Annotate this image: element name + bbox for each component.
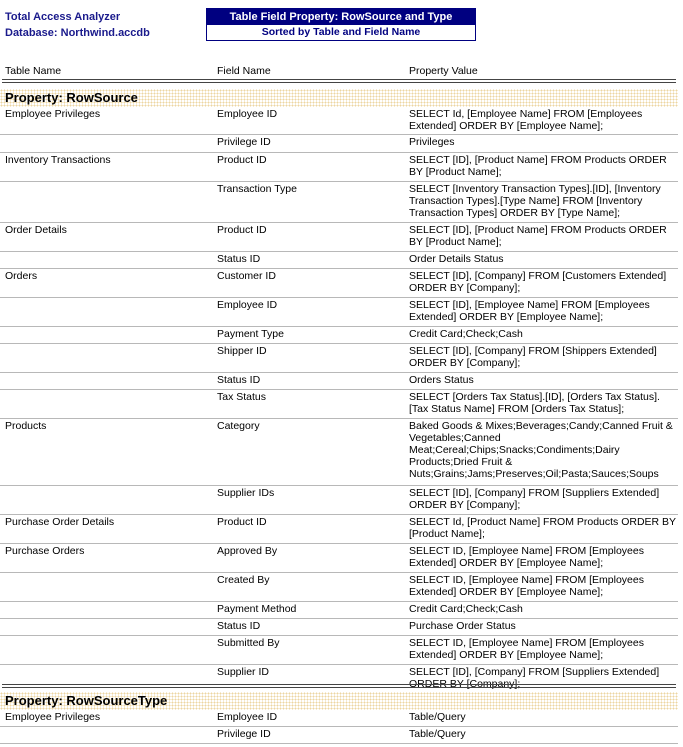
field-name: Status ID xyxy=(217,253,261,265)
table-row xyxy=(0,269,678,298)
table-name: Products xyxy=(5,420,47,432)
column-header-field: Field Name xyxy=(217,65,271,77)
property-value: SELECT [Orders Tax Status].[ID], [Orders Tax Status].[Tax Status Name] FROM [Orders Tax Status]; xyxy=(409,391,660,415)
app-name: Total Access Analyzer xyxy=(5,11,121,23)
field-name: Submitted By xyxy=(217,637,280,649)
table-row xyxy=(0,298,678,327)
field-name: Status ID xyxy=(217,620,261,632)
property-value: SELECT [ID], [Employee Name] FROM [Employees Extended] ORDER BY [Employee Name]; xyxy=(409,299,650,323)
table-row xyxy=(0,135,678,153)
table-row xyxy=(0,544,678,573)
table-row xyxy=(0,619,678,636)
property-value: Orders Status xyxy=(409,374,474,386)
property-value: SELECT [ID], [Company] FROM [Suppliers Extended] ORDER BY [Company]; xyxy=(409,666,660,690)
field-name: Supplier ID xyxy=(217,666,269,678)
section-rowsourcetype xyxy=(0,692,678,744)
table-row xyxy=(0,573,678,602)
table-row xyxy=(0,344,678,373)
section-title: Property: RowSource xyxy=(0,89,678,107)
field-name: Employee ID xyxy=(217,711,278,723)
property-value: Baked Goods & Mixes;Beverages;Candy;Canned Fruit & Vegetables;Canned Meat;Cereal;Chips;Snacks;Condiments;Dairy Products;Dried Fruit & Nuts;Grains;Jams;Preserves;Oil;Pasta;Sauces;Soups xyxy=(409,420,673,480)
property-value: SELECT [ID], [Company] FROM [Customers Extended] ORDER BY [Company]; xyxy=(409,270,667,294)
property-value: Credit Card;Check;Cash xyxy=(409,328,523,340)
table-row xyxy=(0,710,678,727)
table-name: Order Details xyxy=(5,224,67,236)
table-row xyxy=(0,107,678,135)
field-name: Payment Method xyxy=(217,603,297,615)
table-name: Purchase Order Details xyxy=(5,516,115,528)
field-name: Employee ID xyxy=(217,108,278,120)
field-name: Transaction Type xyxy=(217,183,297,195)
property-value: Credit Card;Check;Cash xyxy=(409,603,523,615)
field-name: Customer ID xyxy=(217,270,276,282)
field-name: Shipper ID xyxy=(217,345,267,357)
database-name: Database: Northwind.accdb xyxy=(5,27,150,39)
field-name: Approved By xyxy=(217,545,278,557)
table-row xyxy=(0,327,678,344)
column-headers xyxy=(0,65,678,78)
field-name: Supplier IDs xyxy=(217,487,275,499)
property-value: SELECT Id, [Product Name] FROM Products ORDER BY [Product Name]; xyxy=(409,516,676,540)
section-title: Property: RowSourceType xyxy=(0,692,678,710)
table-row xyxy=(0,486,678,515)
table-row xyxy=(0,390,678,419)
table-row xyxy=(0,727,678,744)
table-row xyxy=(0,636,678,665)
field-name: Privilege ID xyxy=(217,136,271,148)
property-value: SELECT ID, [Employee Name] FROM [Employees Extended] ORDER BY [Employee Name]; xyxy=(409,574,644,598)
property-value: SELECT [ID], [Product Name] FROM Products ORDER BY [Product Name]; xyxy=(409,154,667,178)
field-name: Payment Type xyxy=(217,328,284,340)
field-name: Privilege ID xyxy=(217,728,271,740)
report-title-box xyxy=(206,8,476,41)
property-value: Purchase Order Status xyxy=(409,620,516,632)
property-value: SELECT [ID], [Product Name] FROM Products ORDER BY [Product Name]; xyxy=(409,224,667,248)
report-header-left xyxy=(5,9,150,41)
property-value: Privileges xyxy=(409,136,455,148)
property-value: SELECT [Inventory Transaction Types].[ID], [Inventory Transaction Types].[Type Name] FROM [Inventory Transaction Types] ORDER BY [Type Name]; xyxy=(409,183,661,219)
field-name: Status ID xyxy=(217,374,261,386)
report-title: Table Field Property: RowSource and Type xyxy=(207,9,475,25)
property-value: SELECT Id, [Employee Name] FROM [Employees Extended] ORDER BY [Employee Name]; xyxy=(409,108,643,132)
table-row xyxy=(0,373,678,390)
field-name: Product ID xyxy=(217,154,267,166)
table-row xyxy=(0,419,678,486)
column-header-table: Table Name xyxy=(5,65,62,77)
table-row xyxy=(0,602,678,619)
property-value: SELECT ID, [Employee Name] FROM [Employees Extended] ORDER BY [Employee Name]; xyxy=(409,545,644,569)
property-value: SELECT ID, [Employee Name] FROM [Employees Extended] ORDER BY [Employee Name]; xyxy=(409,637,644,661)
table-name: Inventory Transactions xyxy=(5,154,111,166)
table-name: Orders xyxy=(5,270,38,282)
section-rowsource xyxy=(0,89,678,692)
table-row xyxy=(0,515,678,544)
table-row xyxy=(0,223,678,252)
table-row xyxy=(0,153,678,182)
property-value: SELECT [ID], [Company] FROM [Suppliers Extended] ORDER BY [Company]; xyxy=(409,487,660,511)
property-value: SELECT [ID], [Company] FROM [Shippers Extended] ORDER BY [Company]; xyxy=(409,345,657,369)
table-name: Employee Privileges xyxy=(5,108,101,120)
property-value: Table/Query xyxy=(409,728,466,740)
field-name: Product ID xyxy=(217,224,267,236)
property-value: Table/Query xyxy=(409,711,466,723)
column-header-value: Property Value xyxy=(409,65,478,77)
table-name: Purchase Orders xyxy=(5,545,85,557)
field-name: Product ID xyxy=(217,516,267,528)
report-subtitle: Sorted by Table and Field Name xyxy=(207,25,475,40)
field-name: Tax Status xyxy=(217,391,267,403)
field-name: Employee ID xyxy=(217,299,278,311)
field-name: Created By xyxy=(217,574,270,586)
field-name: Category xyxy=(217,420,260,432)
table-name: Employee Privileges xyxy=(5,711,101,723)
section-divider xyxy=(2,684,676,688)
header-divider xyxy=(2,79,676,83)
table-row xyxy=(0,182,678,223)
property-value: Order Details Status xyxy=(409,253,504,265)
table-row xyxy=(0,252,678,269)
